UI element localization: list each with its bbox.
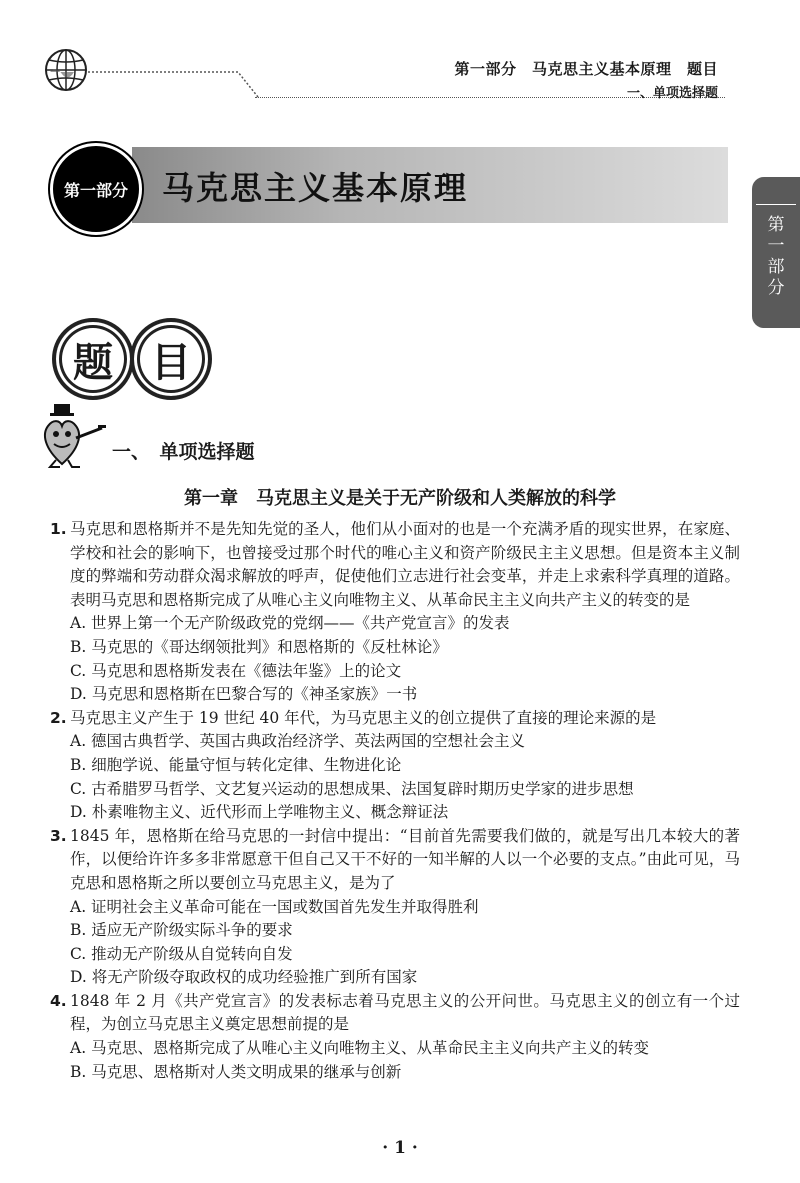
globe-icon bbox=[44, 48, 88, 92]
option-a: A. 世界上第一个无产阶级政党的党纲——《共产党宣言》的发表 bbox=[70, 614, 510, 633]
side-tab-label: 第 一 部 分 bbox=[767, 215, 785, 298]
question-list bbox=[50, 518, 740, 1084]
part-badge-label: 第一部分 bbox=[63, 180, 128, 200]
question-item bbox=[50, 825, 740, 990]
side-tab-rule bbox=[756, 204, 796, 205]
option-a: A. 德国古典哲学、英国古典政治经济学、英法两国的空想社会主义 bbox=[70, 732, 526, 751]
option-c: C. 推动无产阶级从自觉转向自发 bbox=[70, 944, 293, 963]
question-stem: 1845 年，恩格斯在给马克思的一封信中提出：“目前首先需要我们做的，就是写出几本较大的著作，以便给许许多多非常愿意干但自己又干不好的一知半解的人以一个必要的支点。”由此可见，马克思和恩格斯之所以要创立马克思主义，是为了 bbox=[70, 826, 740, 892]
question-stem: 马克思和恩格斯并不是先知先觉的圣人，他们从小面对的也是一个充满矛盾的现实世界，在家庭、学校和社会的影响下，也曾接受过那个时代的唯心主义和资产阶级民主主义思想。但是资本主义制度的弊端和劳动群众渴求解放的呼声，促使他们立志进行社会变革，并走上求索科学真理的道路。表明马克思和恩格斯完成了从唯心主义向唯物主义、从革命民主主义向共产主义的转变的是 bbox=[70, 520, 740, 609]
option-b: B. 细胞学说、能量守恒与转化定律、生物进化论 bbox=[70, 755, 402, 774]
option-c: C. 古希腊罗马哲学、文艺复兴运动的思想成果、法国复辟时期历史学家的进步思想 bbox=[70, 779, 634, 798]
option-b: B. 马克思、恩格斯对人类文明成果的继承与创新 bbox=[70, 1062, 402, 1081]
big-char-ti: 题 bbox=[52, 318, 134, 400]
option-b: B. 马克思的《哥达纲领批判》和恩格斯的《反杜林论》 bbox=[70, 637, 448, 656]
question-item bbox=[50, 518, 740, 707]
running-header-subtitle: 一、单项选择题 bbox=[626, 86, 718, 101]
running-header bbox=[454, 58, 718, 101]
page-number: · 1 · bbox=[382, 1138, 418, 1158]
option-a: A. 马克思、恩格斯完成了从唯心主义向唯物主义、从革命民主主义向共产主义的转变 bbox=[70, 1039, 650, 1058]
heart-mascot-icon bbox=[40, 404, 108, 468]
big-char-mu: 目 bbox=[130, 318, 212, 400]
part-title: 马克思主义基本原理 bbox=[162, 169, 469, 207]
chapter-title: 第一章 马克思主义是关于无产阶级和人类解放的科学 bbox=[184, 488, 616, 509]
option-b: B. 适应无产阶级实际斗争的要求 bbox=[70, 921, 293, 940]
option-d: D. 马克思和恩格斯在巴黎合写的《神圣家族》一书 bbox=[70, 685, 418, 704]
question-number: 1. bbox=[50, 520, 67, 538]
option-c: C. 马克思和恩格斯发表在《德法年鉴》上的论文 bbox=[70, 661, 402, 680]
side-thumb-tab bbox=[752, 177, 800, 328]
section-title: 一、 单项选择题 bbox=[112, 441, 255, 463]
running-header-title: 第一部分 马克思主义基本原理 题目 bbox=[454, 60, 718, 78]
question-item bbox=[50, 707, 740, 825]
question-item bbox=[50, 990, 740, 1084]
question-number: 4. bbox=[50, 991, 67, 1010]
question-stem: 马克思主义产生于 19 世纪 40 年代，为马克思主义的创立提供了直接的理论来源的是 bbox=[70, 708, 657, 727]
option-d: D. 将无产阶级夺取政权的成功经验推广到所有国家 bbox=[70, 968, 418, 987]
question-number: 2. bbox=[50, 708, 67, 727]
option-d: D. 朴素唯物主义、近代形而上学唯物主义、概念辩证法 bbox=[70, 803, 449, 822]
header-decor-line bbox=[88, 70, 263, 98]
option-a: A. 证明社会主义革命可能在一国或数国首先发生并取得胜利 bbox=[70, 897, 479, 916]
part-badge bbox=[50, 143, 142, 235]
question-stem: 1848 年 2 月《共产党宣言》的发表标志着马克思主义的公开问世。马克思主义的创立有一个过程，为创立马克思主义奠定思想前提的是 bbox=[70, 991, 740, 1034]
question-number: 3. bbox=[50, 826, 67, 845]
